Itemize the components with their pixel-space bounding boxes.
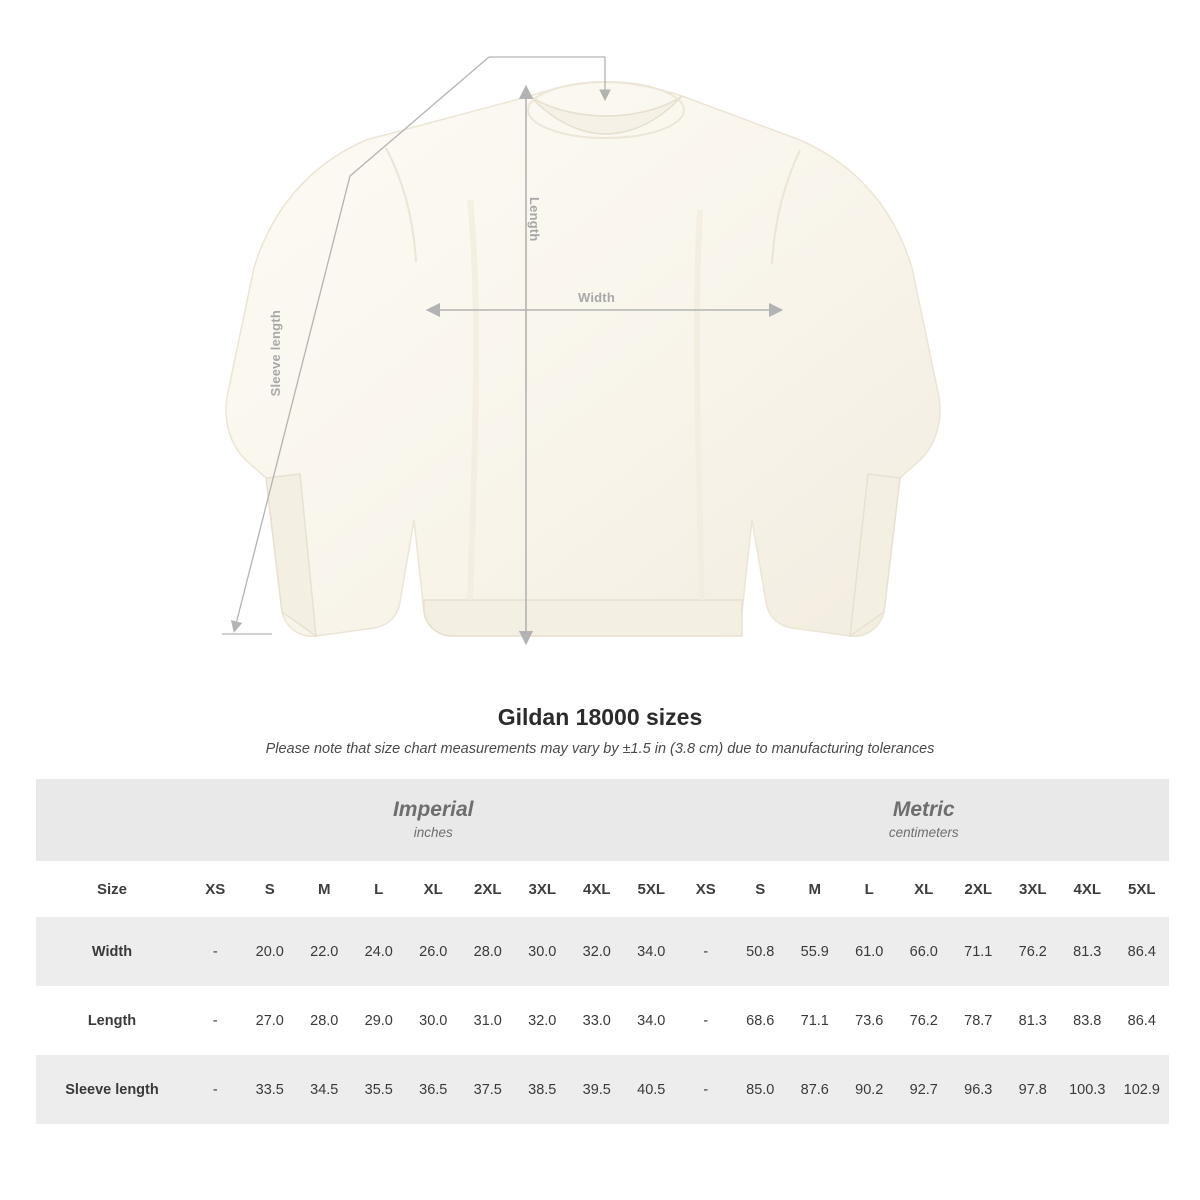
cell-sleeve-metric-m: 87.6 — [788, 1055, 843, 1124]
size-table — [36, 779, 1169, 1124]
cell-sleeve-metric-2xl: 96.3 — [951, 1055, 1006, 1124]
cell-sleeve-imperial-3xl: 38.5 — [515, 1055, 570, 1124]
cell-length-metric-s: 68.6 — [733, 986, 788, 1055]
cell-width-imperial-m: 22.0 — [297, 917, 352, 986]
cell-width-imperial-5xl: 34.0 — [624, 917, 679, 986]
header-imperial-l: L — [352, 861, 407, 917]
table-row — [36, 986, 1169, 1055]
size-header-row — [36, 861, 1169, 917]
cell-width-metric-s: 50.8 — [733, 917, 788, 986]
cell-sleeve-imperial-4xl: 39.5 — [570, 1055, 625, 1124]
row-label-width: Width — [36, 917, 188, 986]
sweatshirt-body — [226, 82, 940, 636]
unit-header-metric — [679, 779, 1170, 861]
header-imperial-s: S — [243, 861, 298, 917]
header-metric-l: L — [842, 861, 897, 917]
cell-sleeve-metric-xl: 92.7 — [897, 1055, 952, 1124]
cell-sleeve-imperial-m: 34.5 — [297, 1055, 352, 1124]
metric-name: Metric — [892, 797, 955, 821]
cell-length-metric-5xl: 86.4 — [1115, 986, 1170, 1055]
header-imperial-xl: XL — [406, 861, 461, 917]
header-metric-3xl: 3XL — [1006, 861, 1061, 917]
cell-length-imperial-5xl: 34.0 — [624, 986, 679, 1055]
imperial-name: Imperial — [392, 797, 474, 821]
cell-length-metric-2xl: 78.7 — [951, 986, 1006, 1055]
table-row — [36, 1055, 1169, 1124]
cell-length-metric-3xl: 81.3 — [1006, 986, 1061, 1055]
cell-width-metric-xs: - — [679, 917, 734, 986]
width-label: Width — [578, 290, 615, 305]
header-metric-xs: XS — [679, 861, 734, 917]
header-metric-5xl: 5XL — [1115, 861, 1170, 917]
length-label: Length — [527, 197, 542, 242]
cell-sleeve-metric-s: 85.0 — [733, 1055, 788, 1124]
cell-sleeve-metric-4xl: 100.3 — [1060, 1055, 1115, 1124]
cell-sleeve-imperial-l: 35.5 — [352, 1055, 407, 1124]
tolerance-note: Please note that size chart measurements may vary by ±1.5 in (3.8 cm) due to manufacturing tolerances — [265, 741, 935, 757]
cell-sleeve-imperial-s: 33.5 — [243, 1055, 298, 1124]
header-metric-m: M — [788, 861, 843, 917]
header-size: Size — [36, 861, 188, 917]
cell-length-imperial-3xl: 32.0 — [515, 986, 570, 1055]
cell-width-imperial-s: 20.0 — [243, 917, 298, 986]
header-metric-4xl: 4XL — [1060, 861, 1115, 917]
cell-width-metric-4xl: 81.3 — [1060, 917, 1115, 986]
cell-length-imperial-s: 27.0 — [243, 986, 298, 1055]
cell-width-metric-m: 55.9 — [788, 917, 843, 986]
cell-width-metric-3xl: 76.2 — [1006, 917, 1061, 986]
cell-length-metric-xs: - — [679, 986, 734, 1055]
cell-width-imperial-3xl: 30.0 — [515, 917, 570, 986]
cell-length-metric-l: 73.6 — [842, 986, 897, 1055]
header-metric-2xl: 2XL — [951, 861, 1006, 917]
cell-sleeve-metric-xs: - — [679, 1055, 734, 1124]
header-imperial-3xl: 3XL — [515, 861, 570, 917]
header-metric-s: S — [733, 861, 788, 917]
cell-length-imperial-m: 28.0 — [297, 986, 352, 1055]
cell-width-metric-l: 61.0 — [842, 917, 897, 986]
cell-sleeve-metric-l: 90.2 — [842, 1055, 897, 1124]
header-imperial-5xl: 5XL — [624, 861, 679, 917]
cell-length-imperial-2xl: 31.0 — [461, 986, 516, 1055]
page-title: Gildan 18000 sizes — [497, 704, 703, 730]
metric-sub: centimeters — [888, 825, 959, 840]
cell-length-metric-m: 71.1 — [788, 986, 843, 1055]
header-imperial-m: M — [297, 861, 352, 917]
cell-length-imperial-xl: 30.0 — [406, 986, 461, 1055]
unit-header-imperial — [188, 779, 679, 861]
cell-length-imperial-xs: - — [188, 986, 243, 1055]
cell-width-imperial-xl: 26.0 — [406, 917, 461, 986]
cell-width-metric-2xl: 71.1 — [951, 917, 1006, 986]
imperial-sub: inches — [413, 825, 453, 840]
cell-sleeve-imperial-xl: 36.5 — [406, 1055, 461, 1124]
header-imperial-xs: XS — [188, 861, 243, 917]
cell-sleeve-imperial-5xl: 40.5 — [624, 1055, 679, 1124]
row-label-sleeve-length: Sleeve length — [36, 1055, 188, 1124]
cell-sleeve-metric-5xl: 102.9 — [1115, 1055, 1170, 1124]
cell-width-metric-xl: 66.0 — [897, 917, 952, 986]
header-imperial-2xl: 2XL — [461, 861, 516, 917]
unit-header-blank — [36, 779, 188, 861]
table-row — [36, 917, 1169, 986]
cell-width-imperial-4xl: 32.0 — [570, 917, 625, 986]
cell-width-imperial-l: 24.0 — [352, 917, 407, 986]
sleeve-length-label: Sleeve length — [268, 310, 283, 397]
cell-length-metric-4xl: 83.8 — [1060, 986, 1115, 1055]
cell-width-imperial-2xl: 28.0 — [461, 917, 516, 986]
cell-length-metric-xl: 76.2 — [897, 986, 952, 1055]
cell-sleeve-metric-3xl: 97.8 — [1006, 1055, 1061, 1124]
header-imperial-4xl: 4XL — [570, 861, 625, 917]
header-metric-xl: XL — [897, 861, 952, 917]
cell-length-imperial-4xl: 33.0 — [570, 986, 625, 1055]
cell-width-imperial-xs: - — [188, 917, 243, 986]
cell-width-metric-5xl: 86.4 — [1115, 917, 1170, 986]
cell-sleeve-imperial-xs: - — [188, 1055, 243, 1124]
cell-sleeve-imperial-2xl: 37.5 — [461, 1055, 516, 1124]
unit-header-row — [36, 779, 1169, 861]
size-table-wrapper — [36, 779, 1164, 1124]
cell-length-imperial-l: 29.0 — [352, 986, 407, 1055]
row-label-length: Length — [36, 986, 188, 1055]
title-block — [0, 704, 1200, 757]
